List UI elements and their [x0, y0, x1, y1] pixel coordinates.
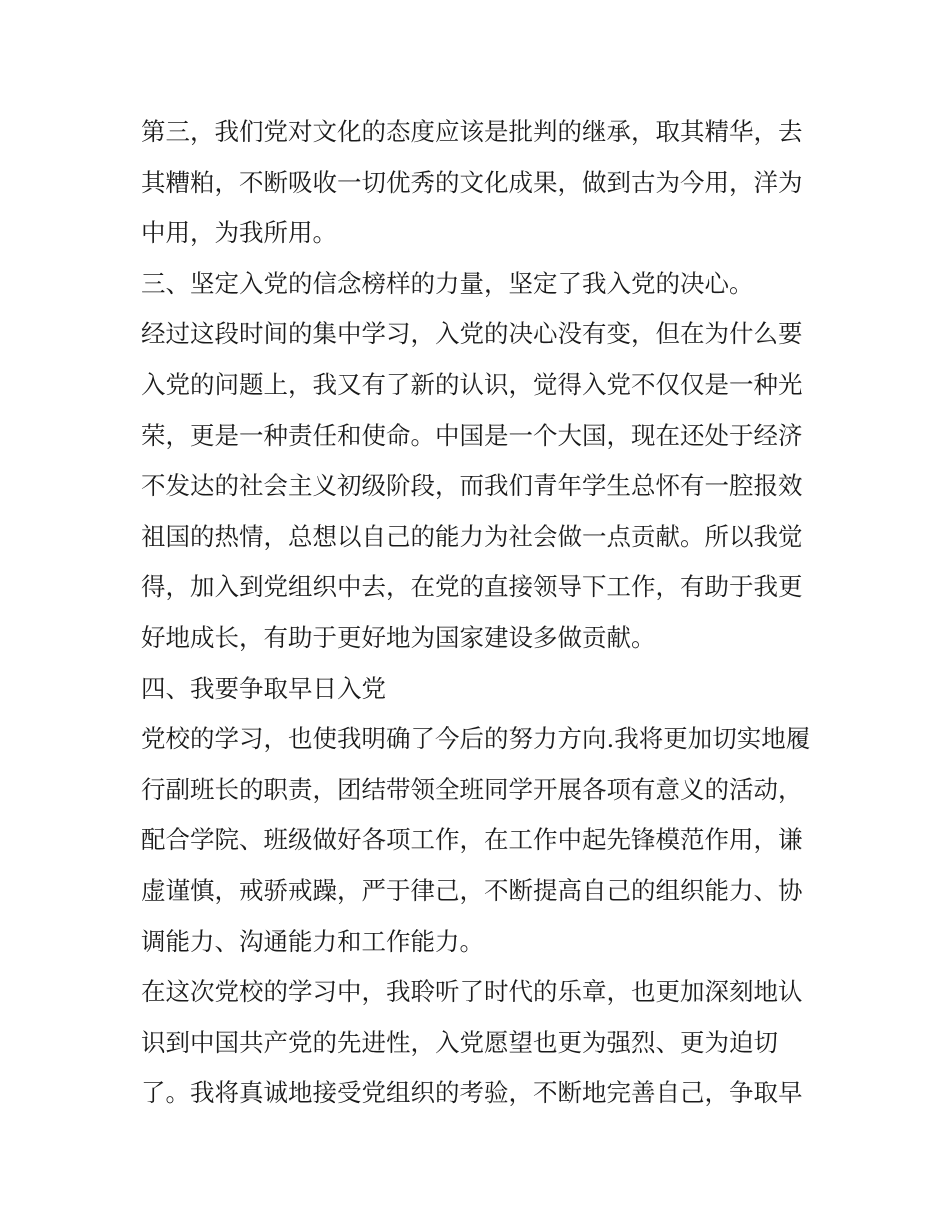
document-body: [141, 107, 821, 1119]
paragraph-new-understanding: 经过这段时间的集中学习，入党的决心没有变，但在为什么要入党的问题上，我又有了新的认识，觉得入党不仅仅是一种光荣，更是一种责任和使命。中国是一个大国，现在还处于经济不发达的社会主义初级阶段，而我们青年学生总怀有一腔报效祖国的热情，总想以自己的能力为社会做一点贡献。所以我觉得，加入到党组织中去，在党的直接领导下工作，有助于我更好地成长，有助于更好地为国家建设多做贡献。: [141, 319, 803, 652]
heading-section-three: 三、坚定入党的信念榜样的力量，坚定了我入党的决心。: [141, 268, 754, 298]
heading-section-four: 四、我要争取早日入党: [141, 673, 386, 703]
paragraph-party-school-study: 在这次党校的学习中，我聆听了时代的乐章，也更加深刻地认识到中国共产党的先进性，入党愿望也更为强烈、更为迫切了。我将真诚地接受党组织的考验，不断地完善自己，争取早: [141, 977, 803, 1108]
paragraph-culture-attitude: 第三，我们党对文化的态度应该是批判的继承，取其精华，去其糟粕，不断吸收一切优秀的文化成果，做到古为今用，洋为中用，为我所用。: [141, 117, 803, 248]
paragraph-future-direction: 党校的学习，也使我明确了今后的努力方向.我将更加切实地履行副班长的职责，团结带领全班同学开展各项有意义的活动，配合学院、班级做好各项工作，在工作中起先锋模范作用，谦虚谨慎，戒骄戒躁，严于律己，不断提高自己的组织能力、协调能力、沟通能力和工作能力。: [141, 724, 811, 956]
